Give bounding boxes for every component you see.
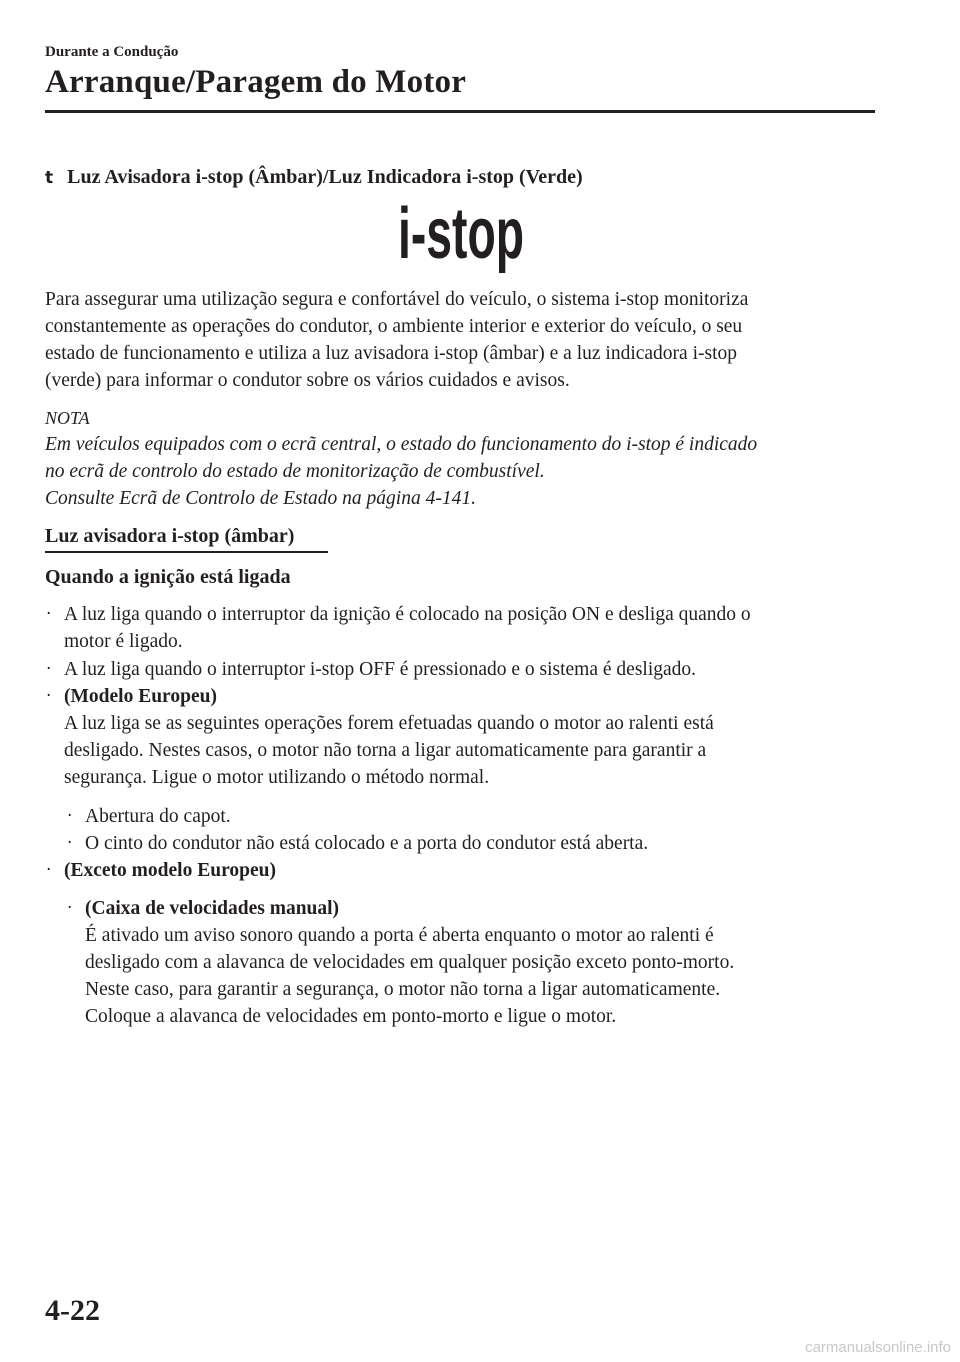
bullet-line: Abertura do capot. [85,806,231,827]
intro-paragraph [45,286,748,394]
bullet-line: A luz liga quando o interruptor da ignição é colocado na posição ON e desliga quando o [64,604,751,625]
subsection-underline [45,551,328,553]
bullet-item [46,683,714,791]
i-stop-logo-text: i-stop [398,194,524,274]
title-rule [45,110,875,113]
bullet-line: É ativado um aviso sonoro quando a porta é aberta enquanto o motor ao ralenti é [85,925,714,946]
section-title: Luz Avisadora i-stop (Âmbar)/Luz Indicadora i-stop (Verde) [67,166,583,188]
bullet-item [46,601,751,655]
sub-bullet-item [67,803,231,830]
bullet-dot-icon: · [46,604,52,624]
intro-line: Para assegurar uma utilização segura e confortável do veículo, o sistema i-stop monitoriza [45,289,749,310]
bullet-dot-icon: · [46,659,52,679]
bullet-heading: (Modelo Europeu) [64,686,217,707]
bullet-line: O cinto do condutor não está colocado e a porta do condutor está aberta. [85,833,649,854]
nota-line: no ecrã de controlo do estado de monitorização de combustível. [45,461,545,482]
bullet-heading: (Exceto modelo Europeu) [64,860,276,881]
bullet-line: desligado com a alavanca de velocidades em qualquer posição exceto ponto-morto. [85,952,735,973]
section-heading [45,166,583,189]
sub-bullet-item [67,895,735,1030]
i-stop-logo-icon [396,194,526,276]
bullet-dot-icon: · [67,833,73,853]
bullet-dot-icon: · [67,806,73,826]
bullet-line: desligado. Nestes casos, o motor não torna a ligar automaticamente para garantir a [64,740,707,761]
nota-line: Consulte Ecrã de Controlo de Estado na página 4-141. [45,488,476,509]
nota-line: Em veículos equipados com o ecrã central, o estado do funcionamento do i-stop é indicado [45,434,758,455]
intro-line: constantemente as operações do condutor, o ambiente interior e exterior do veículo, o seu [45,316,743,337]
bullet-line: A luz liga quando o interruptor i-stop OFF é pressionado e o sistema é desligado. [64,659,697,680]
watermark: carmanualsonline.info [805,1339,951,1356]
bullet-line: A luz liga se as seguintes operações forem efetuadas quando o motor ao ralenti está [64,713,714,734]
bullet-heading: (Caixa de velocidades manual) [85,898,340,919]
nota-paragraph [45,431,757,512]
bullet-dot-icon: · [67,898,73,918]
bullet-dot-icon: · [46,686,52,706]
bullet-item [46,857,276,884]
bullet-line: Neste caso, para garantir a segurança, o motor não torna a ligar automaticamente. [85,979,721,1000]
page-title: Arranque/Paragem do Motor [45,64,467,100]
intro-line: (verde) para informar o condutor sobre os vários cuidados e avisos. [45,370,570,391]
bullet-dot-icon: · [46,860,52,880]
sub-bullet-item [67,830,649,857]
subsection-title: Luz avisadora i-stop (âmbar) [45,525,295,547]
intro-line: estado de funcionamento e utiliza a luz avisadora i-stop (âmbar) e a luz indicadora i-stop [45,343,737,364]
nota-label: NOTA [45,408,90,428]
bullet-line: Coloque a alavanca de velocidades em ponto-morto e ligue o motor. [85,1006,617,1027]
condition-heading: Quando a ignição está ligada [45,566,291,588]
section-marker-icon: t [45,168,54,188]
bullet-item [46,656,697,683]
bullet-line: segurança. Ligue o motor utilizando o método normal. [64,767,490,788]
bullet-line: motor é ligado. [64,631,183,652]
chapter-label: Durante a Condução [45,44,179,60]
page-number: 4-22 [45,1294,100,1327]
